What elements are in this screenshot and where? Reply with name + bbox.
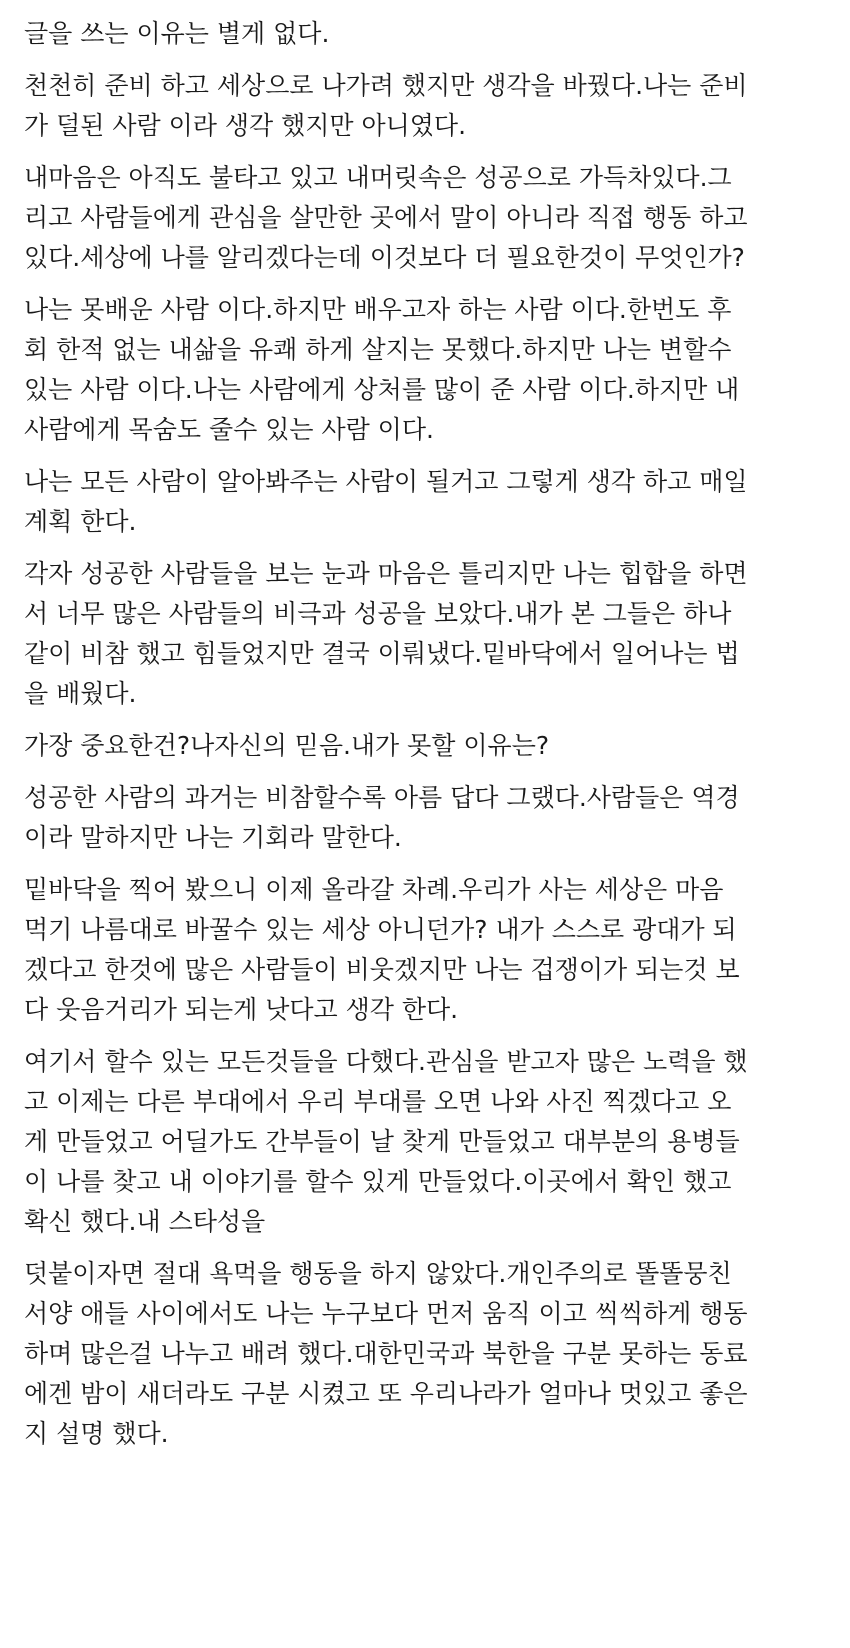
text-line: 회 한적 없는 내삶을 유쾌 하게 살지는 못했다.하지만 나는 변할수 bbox=[24, 335, 732, 364]
paragraph-5 bbox=[24, 462, 832, 542]
paragraph-4 bbox=[24, 290, 832, 450]
text-line: 확신 했다.내 스타성을 bbox=[24, 1207, 266, 1236]
text-line: 지 설명 했다. bbox=[24, 1419, 169, 1448]
text-line: 각자 성공한 사람들을 보는 눈과 마음은 틀리지만 나는 힙합을 하면 bbox=[24, 559, 748, 588]
paragraph-9 bbox=[24, 870, 832, 1030]
text-line: 에겐 밤이 새더라도 구분 시켰고 또 우리나라가 얼마나 멋있고 좋은 bbox=[24, 1379, 748, 1408]
text-line: 겠다고 한것에 많은 사람들이 비웃겠지만 나는 겁쟁이가 되는것 보 bbox=[24, 955, 740, 984]
paragraph-10 bbox=[24, 1042, 832, 1242]
text-line: 있는 사람 이다.나는 사람에게 상처를 많이 준 사람 이다.하지만 내 bbox=[24, 375, 740, 404]
text-line: 을 배웠다. bbox=[24, 679, 137, 708]
text-line: 덧붙이자면 절대 욕먹을 행동을 하지 않았다.개인주의로 똘똘뭉친 bbox=[24, 1259, 732, 1288]
text-line: 계획 한다. bbox=[24, 507, 137, 536]
text-line: 나는 모든 사람이 알아봐주는 사람이 될거고 그렇게 생각 하고 매일 bbox=[24, 467, 748, 496]
paragraph-1 bbox=[24, 14, 832, 54]
text-line: 내마음은 아직도 불타고 있고 내머릿속은 성공으로 가득차있다.그 bbox=[24, 163, 732, 192]
text-line: 글을 쓰는 이유는 별게 없다. bbox=[24, 19, 330, 48]
text-line: 나는 못배운 사람 이다.하지만 배우고자 하는 사람 이다.한번도 후 bbox=[24, 295, 732, 324]
text-line: 먹기 나름대로 바꿀수 있는 세상 아니던가? 내가 스스로 광대가 되 bbox=[24, 915, 737, 944]
text-line: 이라 말하지만 나는 기회라 말한다. bbox=[24, 823, 402, 852]
text-line: 여기서 할수 있는 모든것들을 다했다.관심을 받고자 많은 노력을 했 bbox=[24, 1047, 748, 1076]
paragraph-8 bbox=[24, 778, 832, 858]
text-line: 다 웃음거리가 되는게 낫다고 생각 한다. bbox=[24, 995, 459, 1024]
text-line: 게 만들었고 어딜가도 간부들이 날 찾게 만들었고 대부분의 용병들 bbox=[24, 1127, 740, 1156]
text-line: 밑바닥을 찍어 봤으니 이제 올라갈 차례.우리가 사는 세상은 마음 bbox=[24, 875, 724, 904]
text-line: 고 이제는 다른 부대에서 우리 부대를 오면 나와 사진 찍겠다고 오 bbox=[24, 1087, 732, 1116]
paragraph-3 bbox=[24, 158, 832, 278]
paragraph-2 bbox=[24, 66, 832, 146]
text-line: 서 너무 많은 사람들의 비극과 성공을 보았다.내가 본 그들은 하나 bbox=[24, 599, 732, 628]
text-line: 천천히 준비 하고 세상으로 나가려 했지만 생각을 바꿨다.나는 준비 bbox=[24, 71, 748, 100]
text-line: 있다.세상에 나를 알리겠다는데 이것보다 더 필요한것이 무엇인가? bbox=[24, 243, 745, 272]
paragraph-7 bbox=[24, 726, 832, 766]
paragraph-6 bbox=[24, 554, 832, 714]
text-line: 하며 많은걸 나누고 배려 했다.대한민국과 북한을 구분 못하는 동료 bbox=[24, 1339, 748, 1368]
text-line: 같이 비참 했고 힘들었지만 결국 이뤄냈다.밑바닥에서 일어나는 법 bbox=[24, 639, 740, 668]
paragraph-11 bbox=[24, 1254, 832, 1454]
text-line: 사람에게 목숨도 줄수 있는 사람 이다. bbox=[24, 415, 434, 444]
text-line: 가장 중요한건?나자신의 믿음.내가 못할 이유는? bbox=[24, 731, 550, 760]
text-line: 이 나를 찾고 내 이야기를 할수 있게 만들었다.이곳에서 확인 했고 bbox=[24, 1167, 732, 1196]
text-line: 서양 애들 사이에서도 나는 누구보다 먼저 움직 이고 씩씩하게 행동 bbox=[24, 1299, 748, 1328]
text-line: 가 덜된 사람 이라 생각 했지만 아니였다. bbox=[24, 111, 467, 140]
text-line: 리고 사람들에게 관심을 살만한 곳에서 말이 아니라 직접 행동 하고 bbox=[24, 203, 748, 232]
text-line: 성공한 사람의 과거는 비참할수록 아름 답다 그랬다.사람들은 역경 bbox=[24, 783, 740, 812]
